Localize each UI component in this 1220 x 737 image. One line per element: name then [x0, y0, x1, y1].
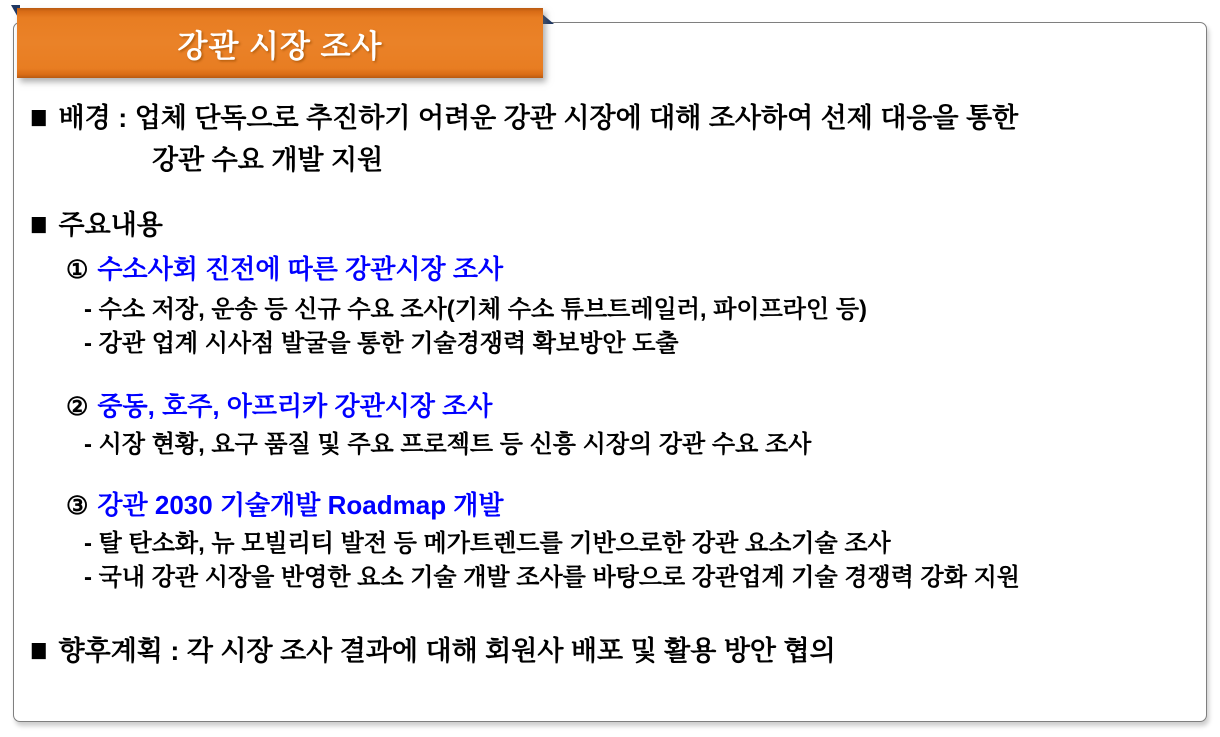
list-item-3-title: 강관 2030 기술개발 Roadmap 개발 — [97, 490, 504, 520]
list-item-3-title-row — [66, 491, 504, 521]
list-item-2-title-row — [66, 392, 492, 422]
main-section-heading: 주요내용 — [58, 210, 163, 240]
background-text-line2: 강관 수요 개발 지원 — [152, 145, 384, 175]
square-bullet-icon: ■ — [30, 99, 48, 137]
list-item-1-detail-2: - 강관 업계 시사점 발굴을 통한 기술경쟁력 확보방안 도출 — [84, 330, 679, 357]
list-item-2-detail-1: - 시장 현황, 요구 품질 및 주요 프로젝트 등 신흥 시장의 강관 수요 조사 — [84, 431, 812, 458]
list-item-3-detail-1: - 탈 탄소화, 뉴 모빌리티 발전 등 메가트렌드를 기반으로한 강관 요소기술 조사 — [84, 530, 891, 557]
list-item-1-title: 수소사회 진전에 따른 강관시장 조사 — [97, 254, 504, 284]
circled-number-3-icon: ③ — [66, 492, 89, 520]
slide-title: 강관 시장 조사 — [177, 28, 383, 64]
list-item-3-detail-2: - 국내 강관 시장을 반영한 요소 기술 개발 조사를 바탕으로 강관업계 기술 경쟁력 강화 지원 — [84, 564, 1020, 591]
circled-number-2-icon: ② — [66, 393, 89, 421]
future-plan-text: 향후계획 : 각 시장 조사 결과에 대해 회원사 배포 및 활용 방안 협의 — [58, 636, 836, 666]
square-bullet-icon: ■ — [30, 206, 48, 244]
list-item-1-title-row — [66, 255, 503, 285]
title-banner — [17, 8, 543, 78]
list-item-2-title: 중동, 호주, 아프리카 강관시장 조사 — [97, 391, 493, 421]
background-text-line1: 배경 : 업체 단독으로 추진하기 어려운 강관 시장에 대해 조사하여 선제 대응을 통한 — [58, 103, 1019, 133]
circled-number-1-icon: ① — [66, 256, 89, 284]
future-plan-section-row — [30, 632, 836, 670]
list-item-1-detail-1: - 수소 저장, 운송 등 신규 수요 조사(기체 수소 튜브트레일러, 파이프라인 등) — [84, 296, 867, 323]
square-bullet-icon: ■ — [30, 632, 48, 670]
main-section-heading-row — [30, 206, 163, 244]
background-section-line1 — [30, 99, 1019, 137]
